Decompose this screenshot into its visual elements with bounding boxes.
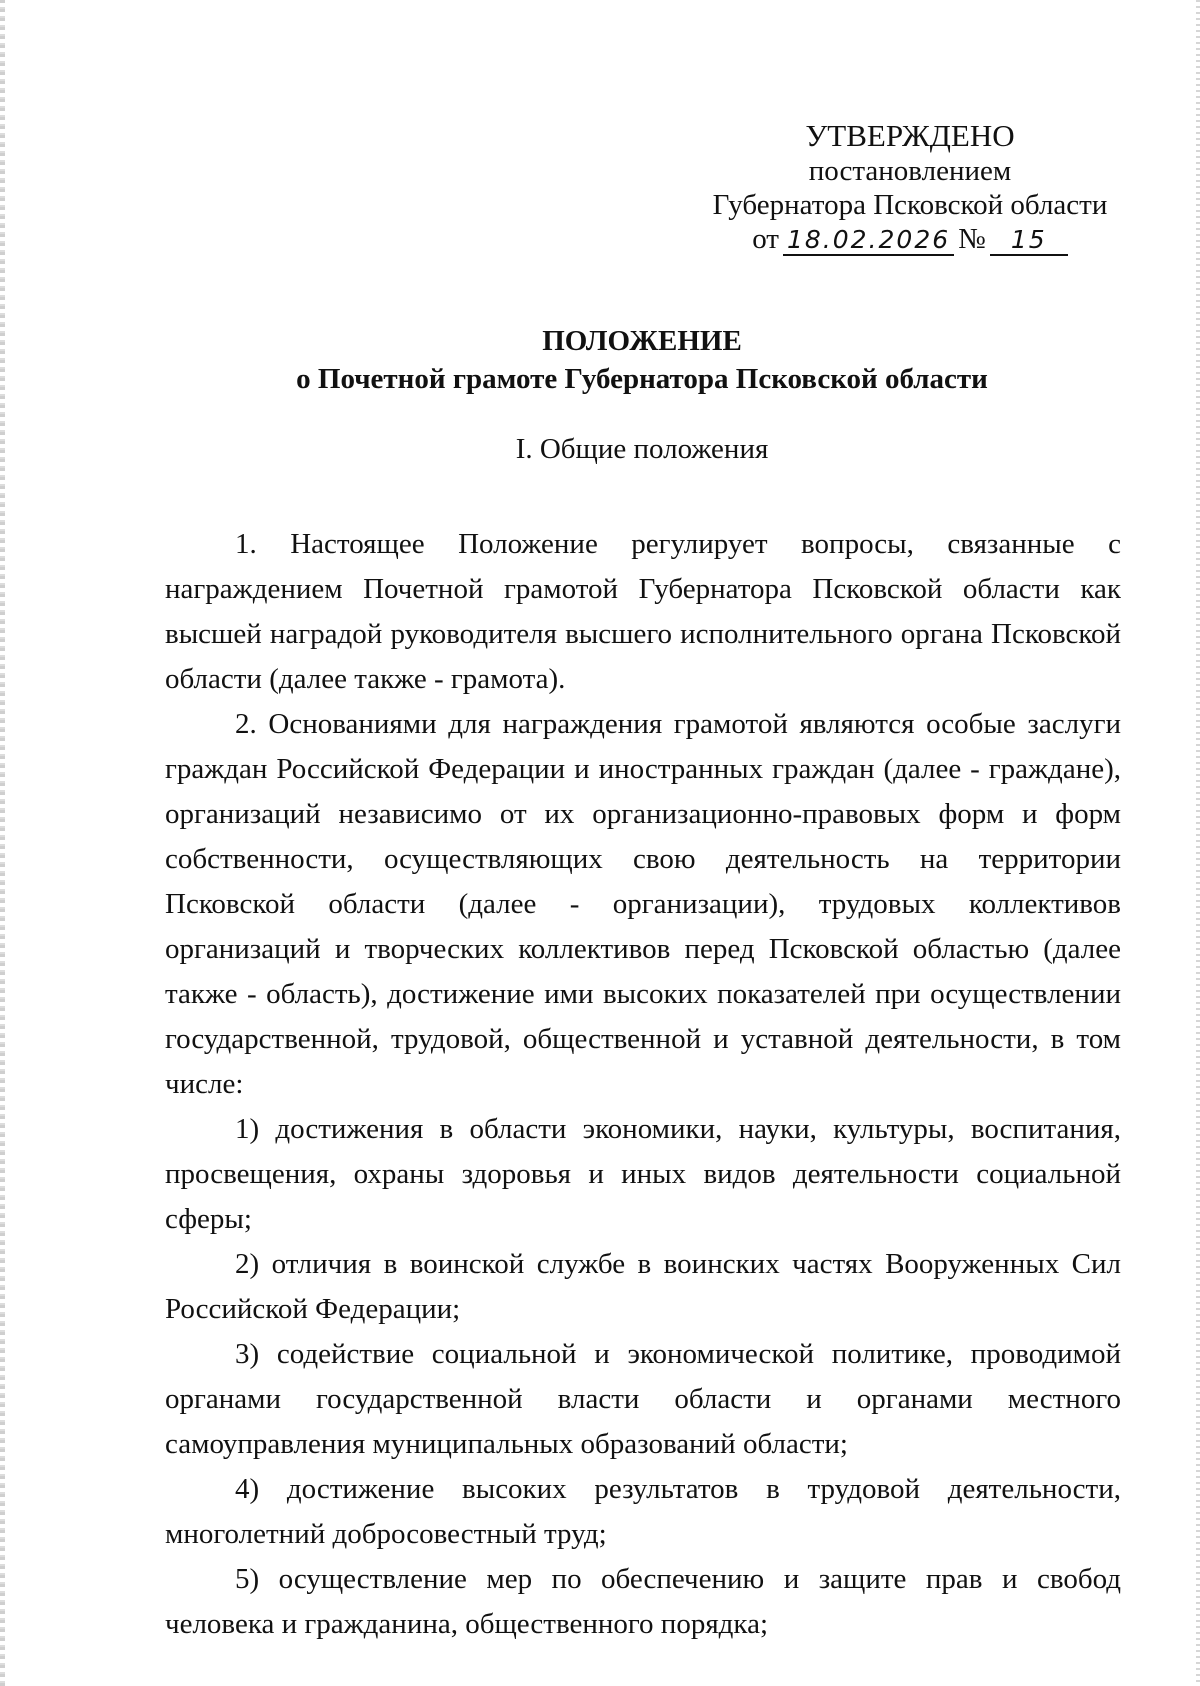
list-item-3: 3) содействие социальной и экономической политике, проводимой органами государственной власти области и органами местного самоуправления муниципальных образований области; [165, 1338, 1121, 1460]
handwritten-date: 18.02.2026 [783, 226, 954, 256]
approval-date-line [700, 222, 1120, 256]
list-item-5: 5) осуществление мер по обеспечению и защите прав и свобод человека и гражданина, общественного порядка; [165, 1563, 1121, 1640]
handwritten-number: 15 [990, 226, 1068, 256]
document-subheading: о Почетной грамоте Губернатора Псковской области [296, 363, 988, 395]
scan-edge-right [1196, 0, 1200, 1686]
number-sign: № [958, 223, 986, 255]
approval-stamp [700, 118, 1120, 256]
document-body [165, 522, 1121, 1647]
approval-line-resolution: постановлением [808, 155, 1012, 187]
paragraph-2: 2. Основаниями для награждения грамотой являются особые заслуги граждан Российской Федерации и иностранных граждан (далее - граждане), организаций независимо от их организационно-правовых форм и форм собственности, осуществляющих свою деятельность на территории Псковской области (далее - организации), трудовых коллективов организаций и творческих коллективов перед Псковской областью (далее также - область), достижение ими высоких показателей при осуществлении государственной, трудовой, общественной и уставной деятельности, в том числе: [165, 708, 1121, 1100]
list-item-4: 4) достижение высоких результатов в трудовой деятельности, многолетний добросовестный труд; [165, 1473, 1121, 1550]
document-title [0, 322, 1200, 398]
approval-line-approved: УТВЕРЖДЕНО [805, 118, 1015, 153]
scan-edge-left [0, 0, 5, 1686]
document-heading: ПОЛОЖЕНИЕ [542, 325, 742, 357]
section-heading: I. Общие положения [515, 433, 769, 465]
paragraph-1: 1. Настоящее Положение регулирует вопросы, связанные с награждением Почетной грамотой Губернатора Псковской области как высшей наградой руководителя высшего исполнительного органа Псковской области (далее также - грамота). [165, 528, 1121, 695]
approval-line-governor: Губернатора Псковской области [712, 189, 1108, 221]
list-item-1: 1) достижения в области экономики, науки, культуры, воспитания, просвещения, охраны здоровья и иных видов деятельности социальной сферы; [165, 1113, 1121, 1235]
list-item-2: 2) отличия в воинской службе в воинских частях Вооруженных Сил Российской Федерации; [165, 1248, 1121, 1325]
date-prefix: от [752, 223, 779, 255]
